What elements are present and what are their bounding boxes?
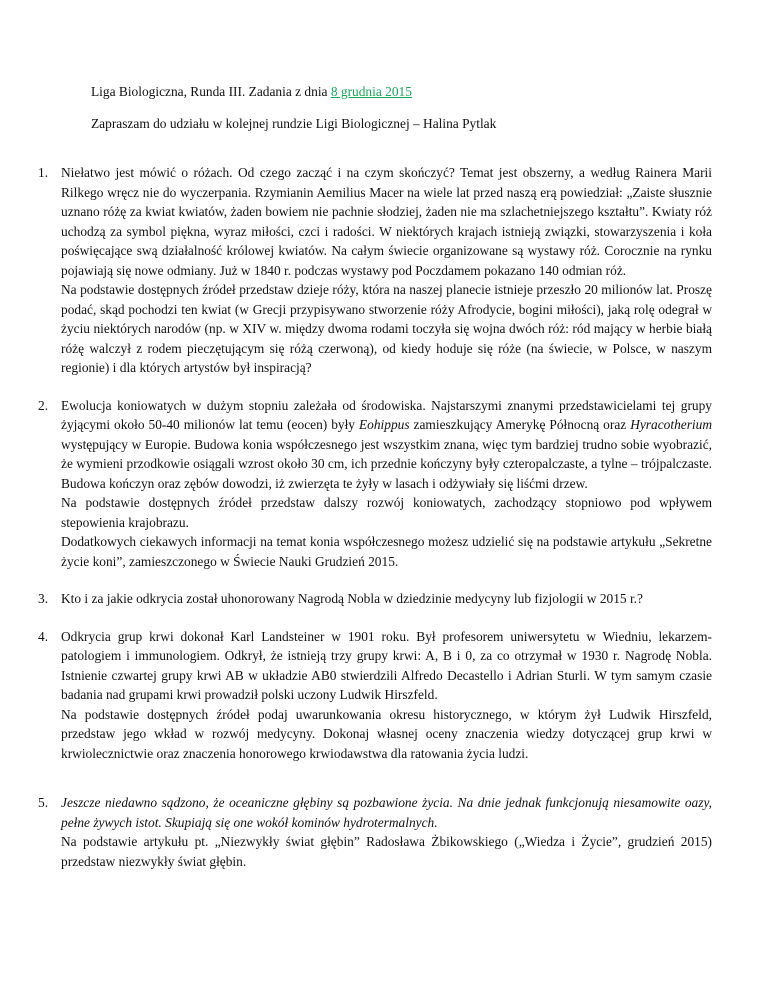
text-run: Ewolucja koniowatych w dużym stopniu zależała od środowiska. Najstarszymi znanymi przedstawicielami tej grupy żyjącymi około 50-40 milionów lat temu (eocen) były (61, 397, 712, 432)
italic-intro: Jeszcze niedawno sądzono, że oceaniczne głębiny są pozbawione życia. Na dnie jednak funkcjonują niesamowite oazy, pełne żywych istot. Skupiają się one wokół kominów hydrotermalnych. (61, 795, 712, 830)
species-name: Eohippus (358, 417, 410, 432)
task-paragraph: Kto i za jakie odkrycia został uhonorowany Nagrodą Nobla w dziedzinie medycyny lub fizjologii w 2015 r.? (61, 591, 643, 606)
task-list (0, 163, 768, 889)
task-item (0, 627, 712, 764)
task-paragraph (61, 793, 712, 832)
invitation-line: Zapraszam do udziału w kolejnej rundzie Ligi Biologicznej – Halina Pytlak (91, 116, 497, 131)
round-title (91, 82, 412, 102)
task-number: 3. (38, 591, 49, 606)
task-paragraph: Odkrycia grup krwi dokonał Karl Landsteiner w 1901 roku. Był profesorem uniwersytetu w Wiedniu, lekarzem-patologiem i immunologiem. Odkrył, że istnieją trzy grupy krwi: A, B i 0, za co otrzymał w 1930 r. Nagrodę Nobla. Istnienie czwartej grupy krwi AB w układzie AB0 stwierdzili Alfredo Decastello i Adrian Sturli. W tym samym czasie badania nad grupami krwi prowadził polski uczony Ludwik Hirszfeld. (61, 628, 712, 702)
task-instruction: Na podstawie dostępnych źródeł przedstaw dalszy rozwój koniowatych, zachodzący stopniowo pod wpływem stepowienia krajobrazu. (61, 495, 712, 530)
task-item (0, 163, 712, 378)
task-number: 1. (38, 165, 49, 180)
task-item (0, 396, 712, 572)
task-note: Dodatkowych ciekawych informacji na temat konia współczesnego możesz udzielić się na podstawie artykułu „Sekretne życie koni”, zamieszczonego w Świecie Nauki Grudzień 2015. (61, 534, 712, 569)
task-paragraph: Niełatwo jest mówić o różach. Od czego zacząć i na czym skończyć? Temat jest obszerny, a według Rainera Marii Rilkego wręcz nie do wyczerpania. Rzymianin Aemilius Macer na wiele lat przed naszą erą powiedział: „Zaiste słusznie uznano różę za kwiat kwiatów, żaden bowiem nie pachnie słodziej, żaden nie ma szlachetniejszego kształtu”. Kwiaty róż uchodzą za symbol piękna, wyraz miłości, czci i radości. W niektórych krajach istnieją związki, stowarzyszenia i koła poświęcające swą działalność królowej kwiatów. Na całym świecie organizowane są wystawy róż. Corocznie na rynku pojawiają się nowe odmiany. Już w 1840 r. podczas wystawy pod Poczdamem pokazano 140 odmian róż. (61, 165, 712, 278)
text-run: zamieszkujący Amerykę Północną oraz (409, 417, 631, 432)
task-item (0, 589, 712, 609)
task-number: 2. (38, 397, 49, 413)
round-title-text: Liga Biologiczna, Runda III. Zadania z dnia (91, 84, 331, 99)
species-name: Hyracotherium (630, 417, 713, 432)
task-number: 4. (38, 628, 49, 644)
date-link[interactable]: 8 grudnia 2015 (330, 84, 412, 99)
task-instruction: Na podstawie artykułu pt. „Niezwykły świat głębin” Radosława Żbikowskiego („Wiedza i Życie”, grudzień 2015) przedstaw niezwykły świat głębin. (61, 834, 712, 869)
task-item (0, 793, 712, 871)
task-paragraph (61, 396, 712, 494)
task-instruction: Na podstawie dostępnych źródeł przedstaw dzieje róży, która na naszej planecie istnieje przeszło 20 milionów lat. Proszę podać, skąd pochodzi ten kwiat (w Grecji przypisywano stworzenie róży Afrodycie, bogini miłości), jaką rolę odegrał w życiu niektórych narodów (np. w XIV w. między dwoma rodami toczyła się wojna dwóch róż: ród mający w herbie białą różę walczył z rodem pieczętującym się różą czerwoną), od kiedy hoduje się róże (na świecie, w Polsce, w naszym regionie) i dla których artystów był inspiracją? (61, 282, 712, 375)
text-run: występujący w Europie. Budowa konia współczesnego jest wszystkim znana, więc tym bardziej trudno sobie wyobrazić, że wymieni przodkowie osiągali wzrost około 30 cm, ich przednie kończyny były czteropalczaste, a tylne – trójpalczaste. Budowa kończyn oraz zębów dowodzi, iż zwierzęta te żyły w lasach i odżywiały się liśćmi drzew. (61, 436, 712, 491)
task-number: 5. (38, 795, 49, 810)
task-instruction: Na podstawie dostępnych źródeł podaj uwarunkowania okresu historycznego, w którym żył Ludwik Hirszfeld, przedstaw jego wkład w rozwój medycyny. Dokonaj własnej oceny znaczenia wiedzy dotyczącej grup krwi w krwiolecznictwie oraz znaczenia honorowego krwiodawstwa dla ratowania życia ludzi. (61, 706, 712, 761)
